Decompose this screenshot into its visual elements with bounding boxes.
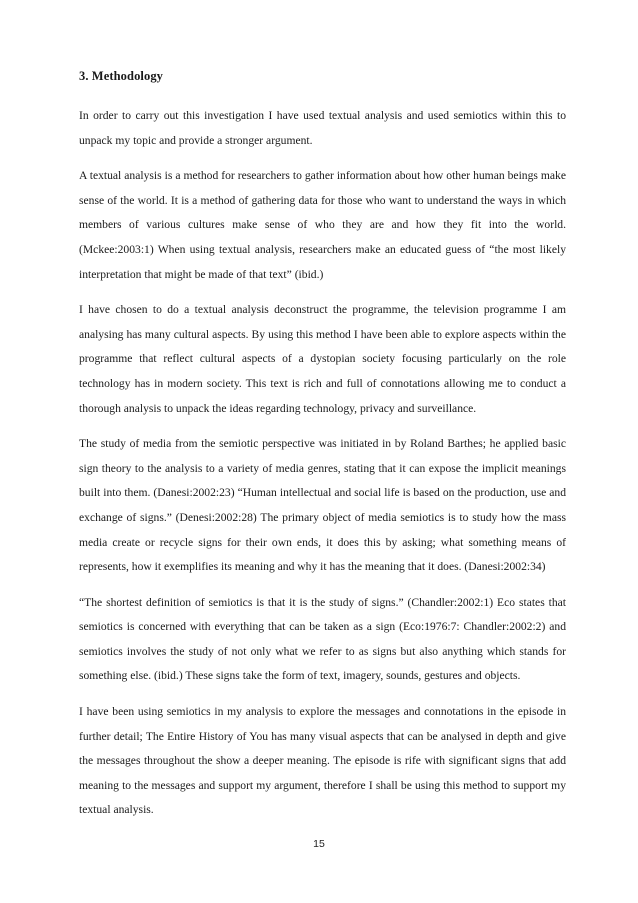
body-text <box>79 104 566 834</box>
paragraph-intro: In order to carry out this investigation I have used textual analysis and used semiotics within this to unpack my topic and provide a stronger argument. <box>79 109 566 147</box>
paragraph-semiotics-definition: “The shortest definition of semiotics is that it is the study of signs.” (Chandler:2002:1) Eco states that semiotics is concerned with everything that can be taken as a sign (Eco:1976:7: Chandler:2002:2) and semiotics involves the study of not only what we refer to as signs but also anything which stands for something else. (ibid.) These signs take the form of text, imagery, sounds, gestures and objects. <box>79 595 566 683</box>
paragraph-textual-analysis-definition: A textual analysis is a method for researchers to gather information about how other human beings make sense of the world. It is a method of gathering data for those who want to understand the ways in which members of various cultures make sense of who they are and how they fit into the world. (Mckee:2003:1) When using textual analysis, researchers make an educated guess of “the most likely interpretation that might be made of that text” (ibid.) <box>79 169 566 281</box>
paragraph-textual-analysis-choice: I have chosen to do a textual analysis deconstruct the programme, the television programme I am analysing has many cultural aspects. By using this method I have been able to explore aspects within the programme that reflect cultural aspects of a dystopian society focusing particularly on the role technology has in modern society. This text is rich and full of connotations allowing me to conduct a thorough analysis to unpack the ideas regarding technology, privacy and surveillance. <box>79 303 566 415</box>
page-number: 15 <box>313 838 325 850</box>
section-heading: 3. Methodology <box>79 69 164 83</box>
paragraph-media-semiotics: The study of media from the semiotic perspective was initiated in by Roland Barthes; he applied basic sign theory to the analysis to a variety of media genres, stating that it can expose the implicit meanings built into them. (Danesi:2002:23) “Human intellectual and social life is based on the production, use and exchange of signs.” (Denesi:2002:28) The primary object of media semiotics is to study how the mass media create or recycle signs for their own ends, it does this by asking; what something means of represents, how it exemplifies its meaning and why it has the meaning that it does. (Danesi:2002:34) <box>79 437 566 574</box>
paragraph-semiotics-usage: I have been using semiotics in my analysis to explore the messages and connotations in the episode in further detail; The Entire History of You has many visual aspects that can be analysed in depth and give the messages throughout the show a deeper meaning. The episode is rife with significant signs that add meaning to the messages and support my argument, therefore I shall be using this method to support my textual analysis. <box>79 705 566 817</box>
